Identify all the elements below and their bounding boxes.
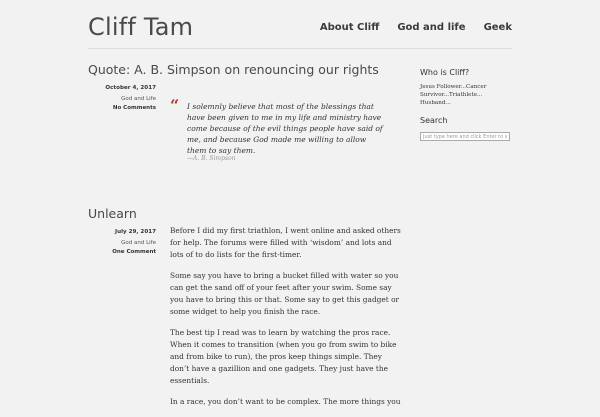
post-meta	[105, 84, 156, 113]
post-comments-link[interactable]: No Comments	[112, 105, 156, 111]
sidebar-about-title: Who is Cliff?	[420, 68, 470, 77]
header-divider	[88, 48, 512, 49]
quote-citation: —A. B. Simpson	[187, 155, 236, 162]
search-input[interactable]	[420, 132, 510, 141]
main-nav	[320, 22, 512, 33]
post-category[interactable]: God and Life	[121, 96, 156, 102]
post-meta	[112, 228, 156, 257]
post-title[interactable]: Quote: A. B. Simpson on renouncing our rights	[88, 62, 379, 77]
sidebar-search-title: Search	[420, 116, 448, 125]
post-comments-link[interactable]: One Comment	[112, 249, 156, 255]
post-body	[170, 225, 403, 417]
post-category[interactable]: God and Life	[121, 240, 156, 246]
blockquote-text: I solemnly believe that most of the blessings that have been given to me in my life and ministry have come because of the evil things people have said of me, and because God made me willing to allow them to say them.	[187, 102, 383, 155]
site-title[interactable]: Cliff Tam	[88, 13, 194, 41]
sidebar-about-text: Jesus Follower...Cancer Survivor...Triathlete... Husband...	[420, 84, 487, 106]
post-paragraph: The best tip I read was to learn by watching the pros race. When it comes to transition (when you go from swim to bike and from bike to run), the pros keep things simple. They don’t have a gazillion and one gadgets. They just have the essentials.	[170, 328, 397, 385]
post-paragraph: Before I did my first triathlon, I went online and asked others for help. The forums were filled with ‘wisdom’ and lots and lots of to do lists for the first-timer.	[170, 226, 401, 259]
post-paragraph: In a race, you don’t want to be complex. The more things you	[170, 397, 401, 406]
post-date[interactable]: July 29, 2017	[115, 229, 156, 235]
nav-item-about-cliff[interactable]: About Cliff	[319, 22, 380, 33]
post-date[interactable]: October 4, 2017	[105, 85, 156, 91]
post-title[interactable]: Unlearn	[88, 206, 137, 221]
nav-item-god-and-life[interactable]: God and life	[397, 22, 466, 33]
nav-item-geek[interactable]: Geek	[483, 22, 512, 33]
quote-mark-icon: “	[170, 96, 180, 115]
post-paragraph: Some say you have to bring a bucket filled with water so you can get the sand off of your feet after your swim. Some say you have to bring this or that. Some say to get this gadget or some widget to help you finish the race.	[170, 271, 400, 316]
